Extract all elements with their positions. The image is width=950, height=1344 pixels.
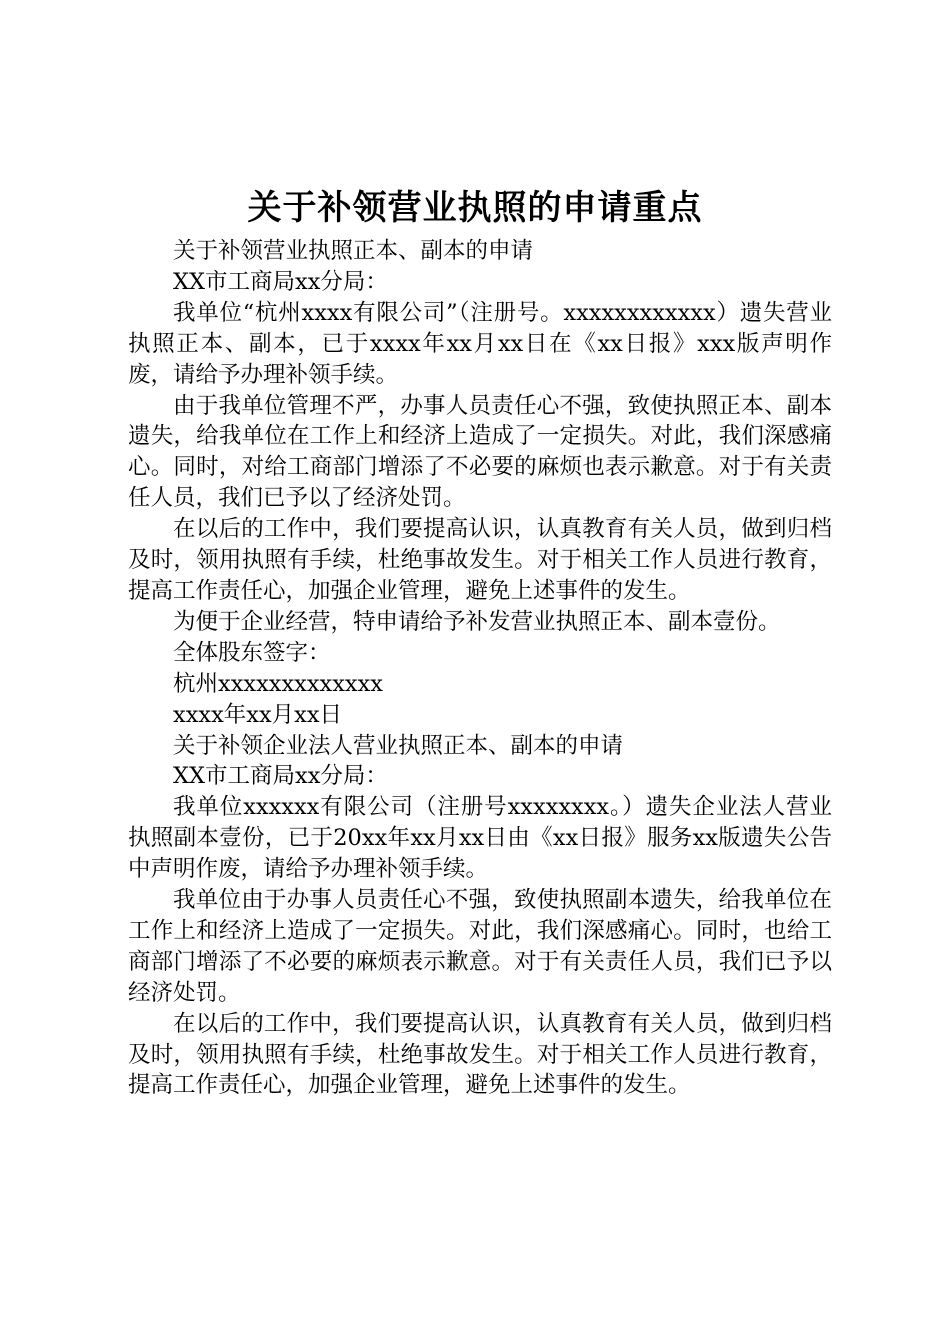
addressee-1: XX市工商局xx分局： [173,268,388,295]
request-paragraph: 为便于企业经营，特申请给予补发营业执照正本、副本壹份。 [173,608,781,635]
signature-label: 全体股东签字： [173,639,331,666]
application-heading-1: 关于补领营业执照正本、副本的申请 [173,238,534,264]
commitment-paragraph-1: 在以后的工作中，我们要提高认识，认真教育有关人员，做到归档及时，领用执照有手续，杜绝事故发生。对于相关工作人员进行教育，提高工作责任心，加强企业管理，避免上述事件的发生。 [128,516,832,604]
document-title: 关于补领营业执照的申请重点 [247,188,703,228]
loss-statement-1: 我单位“杭州xxxx有限公司”（注册号。xxxxxxxxxxxx）遗失营业执照正本、副本，已于xxxx年xx月xx日在《xx日报》xxx版声明作废，请给予办理补领手续。 [128,299,832,388]
loss-statement-2: 我单位xxxxxx有限公司（注册号xxxxxxxx。）遗失企业法人营业执照副本壹份，已于20xx年xx月xx日由《xx日报》服务xx版遗失公告中声明作废，请给予办理补领手续。 [128,794,832,883]
document-body [128,236,832,1101]
company-signature: 杭州xxxxxxxxxxxxx [173,670,383,697]
application-heading-2: 关于补领企业法人营业执照正本、副本的申请 [173,732,624,759]
addressee-2: XX市工商局xx分局： [173,763,388,790]
reason-paragraph-1: 由于我单位管理不严，办事人员责任心不强，致使执照正本、副本遗失，给我单位在工作上和经济上造成了一定损失。对此，我们深感痛心。同时，对给工商部门增添了不必要的麻烦也表示歉意。对于有关责任人员，我们已予以了经济处罚。 [128,392,832,512]
reason-paragraph-2: 我单位由于办事人员责任心不强，致使执照副本遗失，给我单位在工作上和经济上造成了一定损失。对此，我们深感痛心。同时，也给工商部门增添了不必要的麻烦表示歉意。对于有关责任人员，我们已予以经济处罚。 [128,887,832,1006]
signature-date: xxxx年xx月xx日 [173,701,343,728]
commitment-paragraph-2: 在以后的工作中，我们要提高认识，认真教育有关人员，做到归档及时，领用执照有手续，杜绝事故发生。对于相关工作人员进行教育，提高工作责任心，加强企业管理，避免上述事件的发生。 [128,1010,832,1099]
